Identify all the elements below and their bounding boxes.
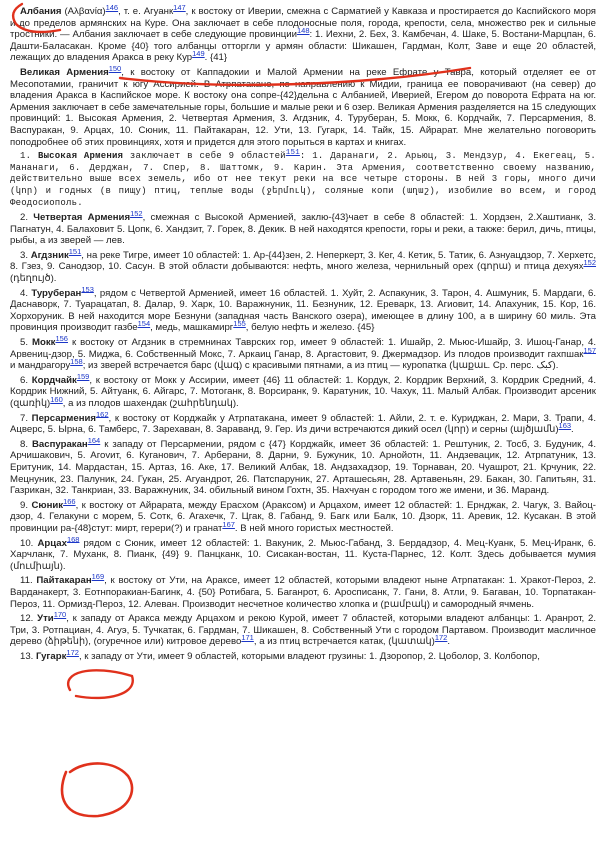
footnote-link[interactable]: 153 xyxy=(81,284,94,294)
footnote-link[interactable]: 160 xyxy=(50,394,63,404)
paragraph-uti xyxy=(10,609,596,648)
paragraph-fourth-armenia xyxy=(10,208,596,247)
item-number: 2. xyxy=(20,212,29,224)
footnote-link[interactable]: 159 xyxy=(76,371,90,381)
text: , а из птиц встречается катак, ( xyxy=(253,636,392,648)
armenian-word: կաքաւ xyxy=(452,360,488,372)
text: , т. е. Агуанк xyxy=(118,6,174,17)
footnote-link[interactable]: 168 xyxy=(66,534,80,544)
footnote-link[interactable]: 152 xyxy=(130,208,143,218)
item-number: 12. xyxy=(20,613,34,625)
text: , а из плодов шахендак ( xyxy=(62,398,173,409)
footnote-link[interactable]: 155 xyxy=(233,319,246,329)
text: . xyxy=(447,636,451,648)
text: , к востоку от Ути, на Араксе, имеет 12 областей, которыми владеют ныне Атрпатакан: 1. Хракот-Пероз, 2. Варданакерт, 3. Еотнпоракиан-Багинк, 4. {50} Ротибага, 5. Баганрот, 6. Аросписанк, 7. Гани, 8. Атли, 9. Багаван, 10. Торпатакан-Пероз, 11. Ормизд-Пероз, 12. Алеван. Производит несчетное количество хлопка и ( xyxy=(10,575,596,610)
text: к востоку от Агдзник в стремнинах Таврских гор, имеет 9 областей: 1. Ишайр, 2. Мьюс-Ишайр, 3. Ишоц-Ганар, 4. Арвениц-дзор, 5. Миджа, 6. Собственный Мокс, 7. Аркаиц Ганар, 8. Аргастовит, 9. Джермадзор. Из плодов производит гахпшак xyxy=(10,337,596,360)
page-marker: {45} xyxy=(357,322,375,334)
armenian-word: ջերմուկ xyxy=(266,185,306,196)
armenian-word: այծյամն xyxy=(513,424,556,436)
text: ) и птица дехуях xyxy=(508,261,584,273)
item-number: 7. xyxy=(20,412,29,424)
term-mokk: Мокк xyxy=(32,337,56,349)
term-syunik: Сюник xyxy=(31,499,64,511)
footnote-link[interactable]: 148 xyxy=(296,26,310,35)
item-number: 4. xyxy=(20,287,29,299)
term-turuberan: Туруберан xyxy=(31,287,82,299)
footnote-link[interactable]: 170 xyxy=(53,609,67,619)
paragraph-paytakaran xyxy=(10,572,596,610)
term-albania: Албания xyxy=(20,6,62,17)
item-number: 13. xyxy=(20,650,34,662)
term-high-armenia: Высокая Армения xyxy=(37,151,124,162)
term-great-armenia: Великая Армения xyxy=(20,66,109,78)
text: ). xyxy=(59,560,66,572)
term-agdznik: Агдзник xyxy=(30,249,69,261)
footnote-link[interactable]: 150 xyxy=(108,63,122,73)
paragraph-syunik xyxy=(10,496,596,535)
paragraph-great-armenia xyxy=(10,63,596,148)
text: , смежная с Высокой Арменией, заклю-{43}чает в себе 8 областей: 1. Хордзен, 2.Хаштианк, 3. Пагнатун, 4. Балаховит 5. Цопк, 6. Хандзит, 7. Горек, 8. Декик. В ней находятся крепости, горы и реки, а также: берил, дичь, птицы, рыбы, а из зверей — лев. xyxy=(10,212,596,247)
paragraph-albania xyxy=(10,2,597,64)
text: ) и годных (в пищу) птиц, теплые воды ( xyxy=(32,185,267,196)
term-artsakh: Арцах xyxy=(37,537,67,549)
text: . В ней много гористых местностей. xyxy=(234,522,394,534)
paragraph-agdznik xyxy=(10,246,597,285)
text: : 1. Иехни, 2. Бех, 3. Камбечан, 4. Шаке, 5. Востани-Марцпан, 6. Дашти-Баласакан. Кроме {40} того албанцы отторгли у армян области: Шикашен, Гардман, Колт, Заве и еще 20 областей, лежащих до владения Аракса в реку Кур xyxy=(10,29,597,64)
text: . {41} xyxy=(204,52,228,64)
armenian-word: կատակ xyxy=(391,636,432,648)
footnote-link[interactable]: 172 xyxy=(434,633,448,643)
red-circle-uti xyxy=(62,763,132,816)
text: , к востоку от Айрарата, между Ерасхом (Араксом) и Арцахом, имеет 12 областей: 1. Ернджак, 2. Чагук, 3. Вайоц-дзор, 4. Гелакуни с морем, 5. Сотк, 6. Агахечк, 7. Цгак, 8. Габанд, 9. Багк или Балк, 10. Дзорк, 11. Аревик, 12. Кусакан. В этой провинции ра-{48}стут: мирт, герери(?) и гранат xyxy=(10,499,596,534)
paragraph-turuberan xyxy=(10,284,596,334)
armenian-word: գորա xyxy=(480,261,509,273)
text: ; из зверей встречается барс ( xyxy=(82,360,218,372)
text: , к востоку от Каппадокии и Малой Армении на реке Ефрате у Тавра, который отделяет ее от Месопотамии, граничит к югу Ассирией. В Атрпатакане, по направлению к Мидии, граница ее поворачивают (на север) до владения Аракса в Каспийское море. К востоку она сопре-{42}дельна с Албанией, Иверией, Егером до поворота Ефрата на юг. Армения заключает в себе замечательные горы, большие и малые реки и 6 озер. Великая Армения разделяется на 15 следующих провинций: 1. Высокая Армения, 2. Четвертая Армения, 3. Агдзник, 4. Туруберан, 5. Мокк, 6. Кордчайк, 7. Персармения, 8. Васпуракан, 9. Арцах, 10. Сюник, 11. Пайтакаран, 12. Ути, 13. Гугарк, 14. Тайк, 15. Айрарат. Мне желательно поговорить поподробнее об этих провинциях, хотя и придется для этого порыться в картах и книгах. xyxy=(10,66,596,148)
item-number: 5. xyxy=(20,337,29,349)
item-number: 1. xyxy=(20,151,32,162)
text: , рядом с Четвертой Арменией, имеет 16 областей. 1. Хуйт, 2. Аспакуник, 3. Тарон, 4. Ашмуник, 5. Мардаги, 6. Даснаворк, 7. Туарацатап, 8. Далар, 9. Харк, 10. Варажнуник, 11. Безнуник, 12. Ереварк, 13. Агиовит, 14. Апахуник, 15. Кор, 16. Хорхоруник. В ней находится море Безнуни (западная часть Ванского озера), имеющее в длину 100, а в ширину 60 миль. Эта провинция производит газбе xyxy=(10,287,596,334)
term-kordchayk: Кордчайк xyxy=(31,374,77,386)
text: , медь, машкамирг xyxy=(150,322,234,334)
footnote-link[interactable]: 146 xyxy=(105,2,119,12)
paragraph-vaspurakan xyxy=(10,435,596,497)
text: ). xyxy=(50,273,57,285)
footnote-link[interactable]: 162 xyxy=(96,409,109,419)
greek-name: (Αλβανία) xyxy=(64,6,106,17)
item-number: 9. xyxy=(20,499,29,511)
text: 9. Панцканк, 10. Сисакан-востан, 11. Куста-Парнес, 12. Колт. Здесь добывается мумия ( xyxy=(10,549,596,572)
footnote-link[interactable]: 164 xyxy=(87,435,101,445)
text: , к востоку от Мокк у Ассирии, имеет {46} 11 областей: 1. Кордук, 2. Кордрик Верхний, 3. Кордрик Средний, 4. Кордрик Нижний, 5. Айтуанк, 6. Айгарс, 7. Мотоганк, 8. Ворсиранк, 9. Каратуник, 10. Чахук, 11. Малый Албак. Производит арсеник ( xyxy=(10,374,596,409)
document-page xyxy=(10,2,597,665)
text: к западу от Персармении, рядом с {47} Корджайк, имеет 36 областей: 1. Рештуник, 2. Тосб, 3. Будуник, 4. Арчишакович, 5. Агоvит, 6. Куганович, 7. Арберани, 8. Дарни, 9. Бужуник, 10. Арнойотн, 11. Андзевацик, 12. Атрпатуник, 13. Еритуник, 14. Мардастан, 15. Артаз, 16. Аке, 17. Великий Албак, 18. Андзахадзор, 19. Торнаван, 20. Чуашрот, 21. Крчуник, 22. Мецнуник, 23. Палуник, 24. Гукан, 25. Агуандрот, 26. Патспаруник, 27. Арташесьян, 28. Артавеньян, 29. Бакан, 30. Гапитьян, 31. Газрикан, 32. Танкриан, 33. Варажнуник, 34. обильный вином Гохтн, 35. Нахчуан с городом того же имени, и 36. Маранд. xyxy=(10,438,596,497)
text: , к востоку от Иверии, смежна с Сарматией у Кавказа и простирается до Каспийского моря и до пределов армянских на Куре. Она заключает в себе плодоносные поля, города, крепости, села, множество рек и сильные тростники. — Албания заключает в себе следующие провинции xyxy=(10,6,596,41)
footnote-link[interactable]: 156 xyxy=(55,333,68,343)
red-circle-artsakh xyxy=(68,670,133,698)
paragraph-gugark xyxy=(10,647,596,663)
text: . xyxy=(571,424,574,436)
footnote-link[interactable]: 169 xyxy=(91,572,105,582)
item-number: 10. xyxy=(20,537,34,549)
text: ) и серны ( xyxy=(465,424,514,436)
text: и мандрагору xyxy=(10,360,71,372)
armenian-word: վագ xyxy=(217,360,240,372)
footnote-link[interactable]: 158 xyxy=(70,357,83,367)
footnote-link[interactable]: 151 xyxy=(285,149,300,158)
text: ), (огуречное или) китровое дерево xyxy=(85,636,242,648)
armenian-word: դեղույծ xyxy=(13,273,51,285)
term-paytakaran: Пайтакаран xyxy=(36,575,92,587)
text: , белую нефть и железо. xyxy=(245,322,355,334)
footnote-link[interactable]: 149 xyxy=(192,49,205,59)
text: ( xyxy=(10,273,14,285)
footnote-link[interactable]: 147 xyxy=(173,2,186,12)
paragraph-high-armenia xyxy=(10,151,596,209)
armenian-word: աղաշ xyxy=(406,185,430,196)
footnote-link[interactable]: 167 xyxy=(222,519,235,529)
footnote-link[interactable]: 154 xyxy=(137,319,151,329)
text: заключает в себе 9 областей xyxy=(129,151,286,162)
page-marker: {49} xyxy=(161,549,180,561)
footnote-link[interactable]: 152 xyxy=(583,258,597,268)
text: : 1. Даранаги, 2. Арьюц, 3. Мендзур, 4. Екегеац, 5. Мананаги, 6. Дерджан, 7. Спер, 8. Шаттомк, 9. Карин. Эта Армения, соответственно своему названию, действительно выше всех земель, ибо от нее текут реки на все четыре стороны. В ней 3 горы, много дичи ( xyxy=(10,151,596,196)
item-number: 11. xyxy=(20,575,33,587)
text: , к востоку от Корджайк у Атрпатакана, имеет 9 областей: 1. Айли, 2. т. е. Куриджан, 2. Мари, 3. Трапи, 4. Ацверс, 5. Ырна, 6. Тамберс, 7. Зарехаван, 8. Зараванд, 9. Гер. Из дичи встречаются дикий осел ( xyxy=(10,412,596,436)
text: , на реке Тигре, имеет 10 областей: 1. Ар-{44}зен, 2. Неперкерт, 3. Кег, 4. Кетик, 5. Татик, 6. Азнуацдзор, 7. Херхетс, 8. Гзез, 9. Санодзор, 10. Сасун. В этой области добываются: нефть, много железа, чернильный орех ( xyxy=(10,249,596,273)
term-vaspurakan: Васпуракан xyxy=(31,438,88,450)
text: , к западу от Ути, имеет 9 областей, которыми владеют грузины: 1. Дзоропор, 2. Цоболор, 3. Колбопор, xyxy=(78,650,540,662)
footnote-link[interactable]: 166 xyxy=(63,496,76,506)
paragraph-mokk xyxy=(10,333,596,372)
text: ) xyxy=(431,636,435,648)
armenian-word: զառիկ xyxy=(13,398,48,409)
term-persarmenia: Персармения xyxy=(31,412,97,424)
footnote-link[interactable]: 163 xyxy=(558,421,572,430)
armenian-word: շահրենդակ xyxy=(172,398,233,409)
text: ), соляные копи ( xyxy=(305,185,407,196)
term-fourth-armenia: Четвертая Армения xyxy=(33,212,131,224)
item-number: 6. xyxy=(20,374,29,386)
term-gugark: Гугарк xyxy=(36,650,67,662)
text: ). xyxy=(232,398,239,409)
text: . Ср. перс. xyxy=(487,360,537,372)
footnote-link[interactable]: 151 xyxy=(68,246,82,256)
armenian-word: կոր xyxy=(15,185,33,196)
armenian-word: բամբակ xyxy=(383,598,427,610)
armenian-word: մումիայն xyxy=(13,560,60,572)
text: , к западу от Аракса между Арцахом и рекою Курой, имеет 7 областей, которыми владеют албанцы: 1. Аранрот, 2. Три, 3. Ротпациан, 4. Агуэ, 5. Тучкатак, 6. Гардман, 7. Шикашен, 8. Собственный Ути с городом Партавом. Производит масличное дерево ( xyxy=(10,613,596,648)
persian-word: کبک xyxy=(536,360,553,372)
text: ) с красивыми пятнами, а из птиц — куропатка ( xyxy=(239,360,453,372)
paragraph-kordchayk: 6. Кордчайк$^{159}$, к востоку от Мокк у Ассирии, имеет {46} 11 областей: 1. Кордук, 2. Кордрик Верхний, 3. Кордрик Средний, 4. Кордрик Нижний, 5. Айтуанк, 6. Айгарс, 7. Мотоганк, 8. Ворсиранк, 9. Каратуник, 10. Чахук, 11. Малый Албак. Производит арсеник (զառիկ)$^{160}$, а из плодов шахендак (շահրենդակ). xyxy=(10,371,596,409)
text: ). xyxy=(552,360,559,372)
item-number: 8. xyxy=(20,438,29,450)
footnote-link[interactable]: 171 xyxy=(241,633,254,643)
armenian-word: ձիթենի xyxy=(47,636,86,648)
armenian-word: կոր xyxy=(447,424,466,436)
item-number: 3. xyxy=(20,249,29,261)
term-uti: Ути xyxy=(37,613,54,625)
paragraph-artsakh xyxy=(10,534,596,573)
footnote-link[interactable]: 157 xyxy=(583,345,596,355)
text: ) и самородный ячмень. xyxy=(426,598,535,610)
text: ), изобилие во всем, и город Феодосиополь. xyxy=(10,185,597,208)
footnote-link[interactable]: 172 xyxy=(66,647,79,657)
text: рядом с Сюник, имеет 12 областей: 1. Вакуник, 2. Мьюс-Габанд, 3. Бердадзор, 4. Мец-Куанк, 5. Мец-Иранк, 6. Харчланк, 7. Муханк, 8. Пианк, xyxy=(10,537,596,561)
paragraph-persarmenia: 7. Персармения$^{162}$, к востоку от Корджайк у Атрпатакана, имеет 9 областей: 1. Айли, 2. т. е. Куриджан, 2. Мари, 3. Трапи, 4. Ацверс, 5. Ырна, 6. Тамберс, 7. Зарехаван, 8. Зараванд, 9. Гер. Из дичи встречаются дикий осел (կոր) и серны (այծյամն)$^{163}$. xyxy=(10,409,596,436)
